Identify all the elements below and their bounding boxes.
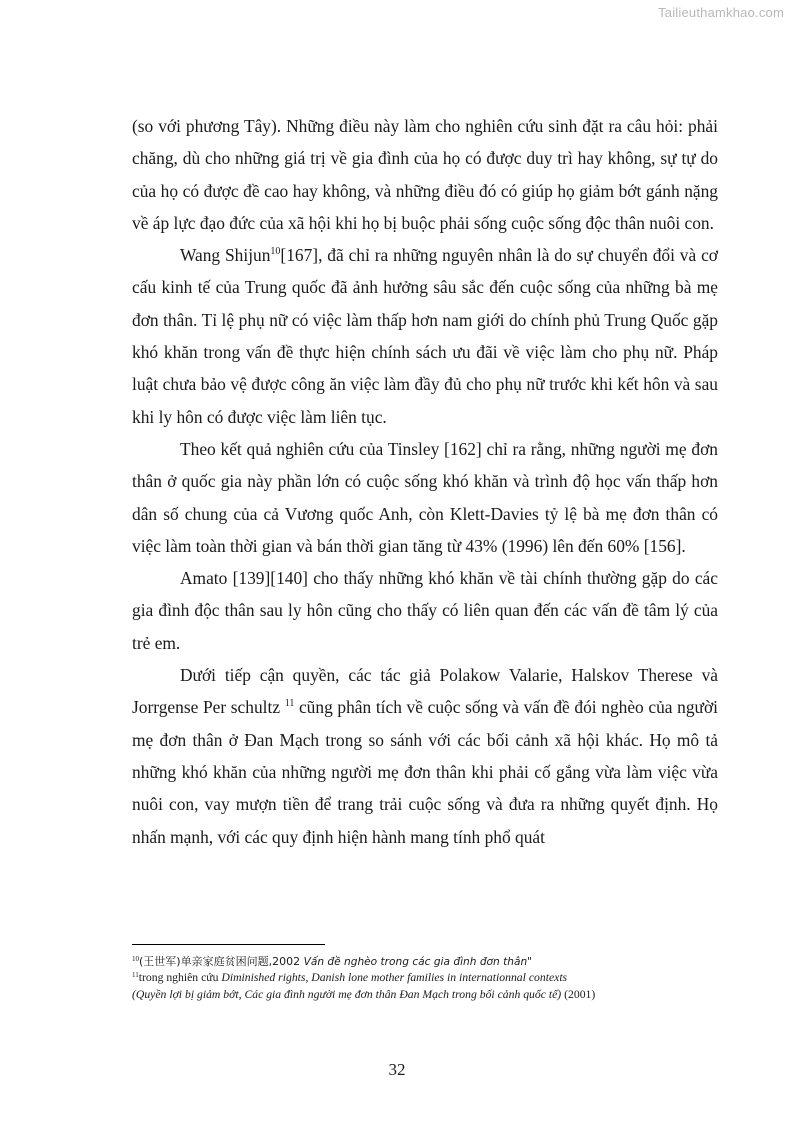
footnote-ref-10[interactable]: 10 [270, 246, 281, 258]
footnote-10-title: Vấn đề nghèo trong các gia đình đơn thân" [303, 956, 533, 968]
paragraph-1: (so với phương Tây). Những điều này làm cho nghiên cứu sinh đặt ra câu hỏi: phải chăng, dù cho những giá trị về gia đình của họ có được duy trì hay không, sự tự do của họ có được đề cao hay không, và những điều đó có giúp họ giảm bớt gánh nặng về áp lực đạo đức của xã hội khi họ bị buộc phải sống cuộc sống độc thân nuôi con. [132, 116, 718, 233]
footnote-11-title: Diminished rights, Danish lone mother families in internationnal contexts [221, 971, 568, 985]
paragraph-5-rest: cũng phân tích về cuộc sống và vấn đề đói nghèo của người mẹ đơn thân ở Đan Mạch trong so sánh với các bối cảnh xã hội khác. Họ mô tả những khó khăn của những người mẹ đơn thân khi phải cố gắng vừa làm việc vừa nuôi con, vay mượn tiền để trang trải cuộc sống và đưa ra những quyết định. Họ nhấn mạnh, với các quy định hiện hành mang tính phổ quát [132, 697, 719, 847]
paragraph-4: Amato [139][140] cho thấy những khó khăn về tài chính thường gặp do các gia đình độc thân sau ly hôn cũng cho thấy có liên quan đến các vấn đề tâm lý của trẻ em. [132, 568, 718, 653]
paragraph-3: Theo kết quả nghiên cứu của Tinsley [162] chỉ ra rằng, những người mẹ đơn thân ở quốc gia này phần lớn có cuộc sống khó khăn và trình độ học vấn thấp hơn dân số chung của cả Vương quốc Anh, còn Klett-Davies tỷ lệ bà mẹ đơn thân có việc làm toàn thời gian và bán thời gian tăng từ 43% (1996) lên đến 60% [156]. [132, 438, 718, 556]
footnote-number: 11 [132, 971, 139, 980]
footnote-ref-11[interactable]: 11 [284, 698, 295, 710]
paragraph-5-start: Dưới tiếp cận quyền, các tác giả Polakow Valarie, Halskov Therese và Jorrgense Per schultz [132, 665, 718, 718]
body-text [132, 110, 718, 853]
footnote-10-source: (王世军)单亲家庭贫困问题,2002 [139, 955, 304, 968]
footnotes [132, 954, 732, 1003]
paragraph-2-start: Wang Shijun [180, 245, 271, 266]
footnote-11-translation: (Quyền lợi bị giảm bớt, Các gia đình người mẹ đơn thân Đan Mạch trong bối cảnh quốc tế) [132, 987, 562, 1001]
watermark: Tailieuthamkhao.com [658, 5, 784, 20]
page-number: 32 [388, 1060, 406, 1079]
paragraph-2 [132, 239, 718, 433]
footnote-11 [132, 970, 732, 1003]
footnote-10 [132, 954, 732, 970]
footnote-number: 10 [132, 955, 139, 963]
footnote-11-year: (2001) [561, 987, 596, 1001]
paragraph-2-rest: [167], đã chỉ ra những nguyên nhân là do sự chuyển đổi và cơ cấu kinh tế của Trung quốc đã ảnh hưởng sâu sắc đến cuộc sống của những bà mẹ đơn thân. Tỉ lệ phụ nữ có việc làm thấp hơn nam giới do chính phủ Trung Quốc gặp khó khăn trong vấn đề thực hiện chính sách ưu đãi về việc làm cho phụ nữ. Pháp luật chưa bảo vệ được công ăn việc làm đầy đủ cho phụ nữ trước khi kết hôn và sau khi ly hôn có được việc làm liên tục. [132, 245, 718, 427]
footnote-separator [132, 944, 325, 945]
footnote-11-lead: trong nghiên cứu [138, 971, 222, 985]
paragraph-5 [132, 659, 718, 853]
